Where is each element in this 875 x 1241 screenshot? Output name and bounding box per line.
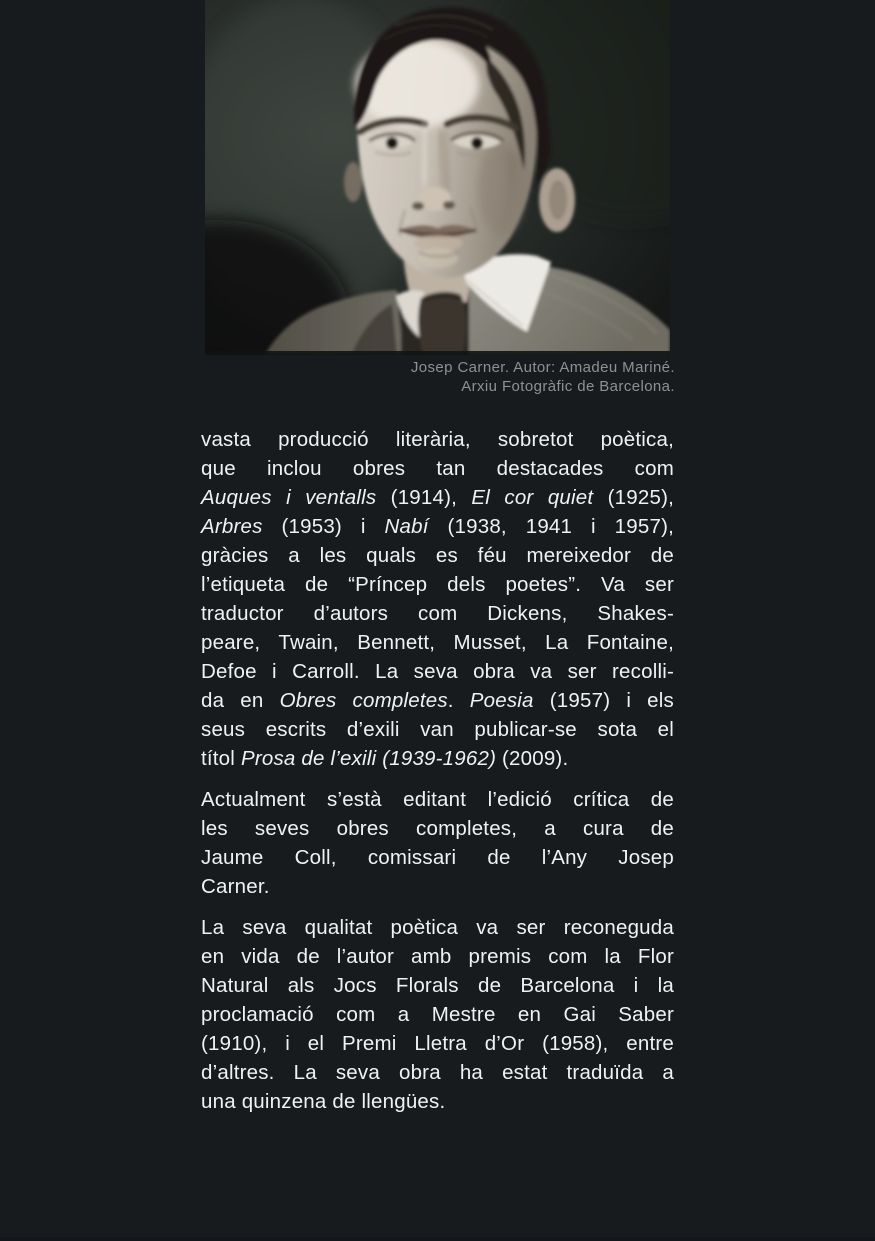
body-text: (1938, 1941 i 1957), xyxy=(428,515,674,538)
text-line xyxy=(201,657,674,686)
paragraph xyxy=(201,425,674,773)
text-line xyxy=(201,872,674,901)
body-text: (1914), xyxy=(376,486,472,509)
body-text: Carner. xyxy=(201,875,270,898)
photo-caption-line-2: Arxiu Fotogràfic de Barcelona. xyxy=(461,378,675,395)
body-text: Natural als Jocs Florals de Barcelona i la xyxy=(201,974,674,997)
text-line xyxy=(201,425,674,454)
text-line xyxy=(201,971,674,1000)
body-text: da en xyxy=(201,689,280,712)
text-line xyxy=(201,942,674,971)
italic-title-text: Arbres xyxy=(201,515,263,538)
body-text: seus escrits d’exili van publicar-se sota el xyxy=(201,718,674,741)
text-line xyxy=(201,1000,674,1029)
body-text: Defoe i Carroll. La seva obra va ser recolli- xyxy=(201,660,674,683)
photo-caption-line-1: Josep Carner. Autor: Amadeu Mariné. xyxy=(410,359,675,376)
body-text: proclamació com a Mestre en Gai Saber xyxy=(201,1003,674,1026)
italic-title-text: Prosa de l’exili (1939-1962) xyxy=(240,747,497,770)
article xyxy=(201,425,674,1128)
body-text: vasta producció literària, sobretot poètica, xyxy=(201,428,674,451)
text-line xyxy=(201,628,674,657)
body-text: (1925), xyxy=(593,486,674,509)
body-text: en vida de l’autor amb premis com la Flor xyxy=(201,945,674,968)
body-text: gràcies a les quals es féu mereixedor de xyxy=(201,544,674,567)
body-text: traductor d’autors com Dickens, Shakes- xyxy=(201,602,674,625)
text-line xyxy=(201,843,674,872)
body-text: d’altres. La seva obra ha estat traduïda a xyxy=(201,1061,674,1084)
portrait-photo xyxy=(205,0,670,355)
body-text: Jaume Coll, comissari de l’Any Josep xyxy=(201,846,674,869)
text-line xyxy=(201,814,674,843)
text-line xyxy=(201,570,674,599)
text-line xyxy=(201,1087,674,1116)
body-text: l’etiqueta de “Príncep dels poetes”. Va ser xyxy=(201,573,674,596)
italic-title-text: Obres completes xyxy=(279,689,448,712)
photo-caption xyxy=(205,358,675,396)
text-line xyxy=(201,785,674,814)
italic-title-text: Auques i ventalls xyxy=(201,486,377,509)
text-line xyxy=(201,1058,674,1087)
body-text: (2009). xyxy=(496,747,569,770)
body-text: La seva qualitat poètica va ser reconeguda xyxy=(201,916,674,939)
body-text: una quinzena de llengües. xyxy=(201,1090,446,1113)
text-line xyxy=(201,541,674,570)
text-line xyxy=(201,599,674,628)
body-text: . xyxy=(447,689,470,712)
body-text: (1910), i el Premi Lletra d’Or (1958), entre xyxy=(201,1032,674,1055)
italic-title-text: El cor quiet xyxy=(471,486,594,509)
text-line xyxy=(201,715,674,744)
body-text: (1953) i xyxy=(262,515,385,538)
text-line xyxy=(201,744,674,773)
text-line xyxy=(201,483,674,512)
italic-title-text: Poesia xyxy=(469,689,534,712)
page-bottom-edge xyxy=(0,1237,875,1241)
body-text: que inclou obres tan destacades com xyxy=(201,457,674,480)
body-text: peare, Twain, Bennett, Musset, La Fontaine, xyxy=(201,631,674,654)
body-text: (1957) i els xyxy=(533,689,674,712)
body-text: les seves obres completes, a cura de xyxy=(201,817,674,840)
text-line xyxy=(201,913,674,942)
text-line xyxy=(201,1029,674,1058)
text-line xyxy=(201,454,674,483)
text-line xyxy=(201,512,674,541)
body-text: títol xyxy=(201,747,241,770)
paragraph xyxy=(201,785,674,901)
body-text: Actualment s’està editant l’edició crítica de xyxy=(201,788,674,811)
paragraph xyxy=(201,913,674,1116)
portrait-photo-image xyxy=(205,0,670,355)
italic-title-text: Nabí xyxy=(384,515,429,538)
text-line xyxy=(201,686,674,715)
